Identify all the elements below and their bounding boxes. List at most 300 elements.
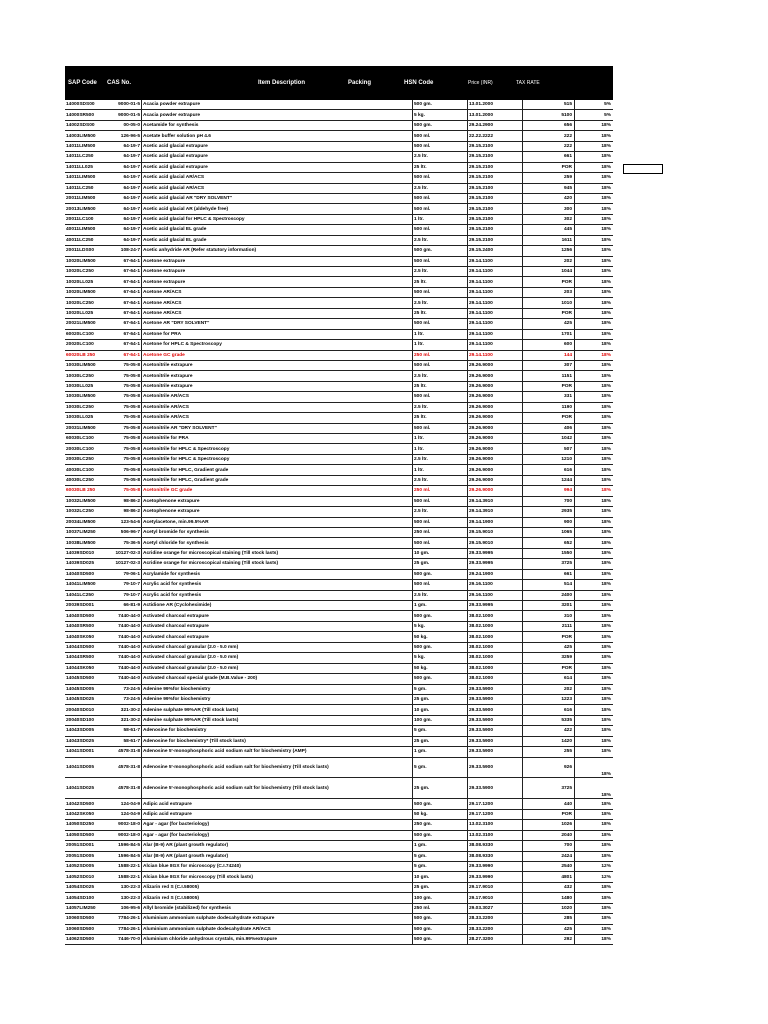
cas-number-cell: 64-19-7 <box>123 217 140 223</box>
item-description-cell: Activated charcoal granular (2.0 - 5.0 mm) <box>141 653 412 662</box>
price-cell: 1223 <box>522 695 575 704</box>
hsn-code-cell: 29.15.2100 <box>467 152 522 161</box>
cas-number-cell: 7440-44-0 <box>118 634 140 640</box>
table-row <box>65 121 613 131</box>
table-row <box>65 841 613 851</box>
tax-rate-cell: 18% <box>601 436 611 442</box>
packing-cell: 500 ml. <box>412 361 467 370</box>
sap-code-cell: 10020LC250 <box>66 300 94 306</box>
packing-cell: 25 gm. <box>412 883 467 892</box>
cas-number-cell: 321-30-2 <box>120 707 140 713</box>
hsn-code-cell: 29.14.3910 <box>467 497 522 506</box>
item-description-cell: Actidione AR (Cycloheximide) <box>141 601 412 610</box>
cas-number-cell: 10127-02-3 <box>115 551 140 557</box>
packing-cell: 25 gm. <box>412 559 467 568</box>
hsn-code-cell: 29.15.2100 <box>467 225 522 234</box>
item-description-cell: Acetone AR "DRY SOLVENT" <box>141 319 412 328</box>
item-description-cell: Acetic acid glacial AR "DRY SOLVENT" <box>141 194 412 203</box>
item-description-cell: Allyl bromide (stabilized) for synthesis <box>141 904 412 913</box>
packing-cell: 1 ltr. <box>412 215 467 224</box>
sap-code-cell: 14039SD025 <box>66 561 95 567</box>
table-row <box>65 507 613 517</box>
table-row <box>65 215 613 225</box>
table-row <box>65 810 613 820</box>
price-cell: 616 <box>522 465 575 474</box>
price-cell: 656 <box>522 121 575 130</box>
price-cell: 3725 <box>522 559 575 568</box>
table-row <box>65 601 613 611</box>
packing-cell: 1 gm. <box>412 601 467 610</box>
hsn-code-cell: 29.15.9010 <box>467 528 522 537</box>
price-cell: 1244 <box>522 476 575 485</box>
tax-rate-cell: 12% <box>601 864 611 870</box>
packing-cell: 2.5 ltr. <box>412 507 467 516</box>
sap-code-cell: 10030LC250 <box>66 373 94 379</box>
hsn-code-cell: 29.17.1200 <box>467 810 522 819</box>
cas-number-cell: 130-22-3 <box>120 895 140 901</box>
price-cell: 2540 <box>522 862 575 871</box>
table-row <box>65 549 613 559</box>
tax-rate-cell: 18% <box>601 415 611 421</box>
cas-number-cell: 67-64-1 <box>123 258 140 264</box>
price-cell: 3201 <box>522 601 575 610</box>
cas-number-cell: 98-86-2 <box>123 498 140 504</box>
packing-cell: 5 kg. <box>412 653 467 662</box>
item-description-cell: Acetophenone extrapure <box>141 497 412 506</box>
price-cell: 700 <box>522 841 575 850</box>
cas-number-cell: 75-05-8 <box>123 436 140 442</box>
price-cell: 1420 <box>522 737 575 746</box>
table-row <box>65 925 613 935</box>
tax-rate-cell: 18% <box>601 926 611 932</box>
table-row <box>65 152 613 162</box>
table-row <box>65 204 613 214</box>
price-cell: 3725 <box>522 778 575 798</box>
packing-cell: 25 ltr. <box>412 277 467 286</box>
item-description-cell: Alizarin red S (C.I.58005) <box>141 883 412 892</box>
cas-number-cell: 79-10-7 <box>123 592 140 598</box>
item-description-cell: Acetonitrile AR "DRY SOLVENT" <box>141 424 412 433</box>
price-cell: POR <box>522 309 575 318</box>
item-description-cell: Acetonitrile extrapure <box>141 382 412 391</box>
price-cell: 614 <box>522 674 575 683</box>
tax-rate-cell: 18% <box>601 404 611 410</box>
tax-rate-cell: 18% <box>601 728 611 734</box>
sap-code-cell: 20031LIM500 <box>66 425 96 431</box>
hsn-code-cell: 29.26.9000 <box>467 476 522 485</box>
table-row <box>65 862 613 872</box>
packing-cell: 500 gm. <box>412 246 467 255</box>
hsn-code-cell: 29.26.9000 <box>467 403 522 412</box>
packing-cell: 500 gm. <box>412 100 467 109</box>
tax-rate-cell: 18% <box>601 655 611 661</box>
sap-code-cell: 14011LC250 <box>66 185 94 191</box>
cas-number-cell: 75-05-8 <box>123 404 140 410</box>
tax-rate-cell: 18% <box>601 519 611 525</box>
tax-rate-cell: 18% <box>601 738 611 744</box>
sap-code-cell: 20030LC100 <box>66 446 94 452</box>
price-cell: 1550 <box>522 549 575 558</box>
item-description-cell: Adipic acid extrapure <box>141 810 412 819</box>
packing-cell: 500 ml. <box>412 424 467 433</box>
price-cell: POR <box>522 382 575 391</box>
tax-rate-cell: 18% <box>601 832 611 838</box>
packing-cell: 25 gm. <box>412 737 467 746</box>
sap-code-cell: 10020LIM500 <box>66 290 96 296</box>
item-description-cell: Acetonitrile for HPLC & Spectroscopy <box>141 455 412 464</box>
item-description-cell: Acetylacetone, min.99.5%AR <box>141 518 412 527</box>
item-description-cell: Acetophenone extrapure <box>141 507 412 516</box>
table-row <box>65 611 613 621</box>
hsn-code-cell: 29.15.2100 <box>467 142 522 151</box>
table-row <box>65 935 613 945</box>
tax-rate-cell: 18% <box>601 697 611 703</box>
cas-number-cell: 7446-70-0 <box>118 937 140 943</box>
hsn-code-cell: 29.16.1100 <box>467 580 522 589</box>
tax-rate-cell: 18% <box>601 843 611 849</box>
cas-number-cell: 123-54-6 <box>120 519 140 525</box>
hsn-code-cell: 29.14.1100 <box>467 257 522 266</box>
item-description-cell: Acetone extrapure <box>141 277 412 286</box>
tax-rate-cell: 18% <box>601 342 611 348</box>
table-row <box>65 319 613 329</box>
tax-rate-cell: 18% <box>601 540 611 546</box>
tax-rate-cell: 18% <box>601 749 611 755</box>
tax-rate-cell: 12% <box>601 874 611 880</box>
item-description-cell: Acetone GC grade <box>141 351 412 360</box>
tax-rate-cell: 18% <box>601 384 611 390</box>
price-cell: 1044 <box>522 267 575 276</box>
packing-cell: 500 gm. <box>412 831 467 840</box>
cas-number-cell: 7784-26-1 <box>118 916 140 922</box>
tax-rate-cell: 18% <box>601 310 611 316</box>
hsn-code-cell: 29.24.1900 <box>467 570 522 579</box>
packing-cell: 25 ltr. <box>412 163 467 172</box>
item-description-cell: Acetone for PRA <box>141 330 412 339</box>
packing-cell: 1 ltr. <box>412 434 467 443</box>
sap-code-cell: 10030LL025 <box>66 415 94 421</box>
tax-rate-cell: 18% <box>601 905 611 911</box>
price-cell: 425 <box>522 319 575 328</box>
price-cell: POR <box>522 277 575 286</box>
table-row <box>65 288 613 298</box>
hsn-code-cell: 29.33.5900 <box>467 716 522 725</box>
hsn-code-cell: 38.02.1000 <box>467 674 522 683</box>
packing-cell: 500 ml. <box>412 257 467 266</box>
tax-rate-cell: 18% <box>601 467 611 473</box>
sap-code-cell: 60020LB 250 <box>66 352 96 358</box>
packing-cell: 5 gm. <box>412 852 467 861</box>
cas-number-cell: 4578-31-8 <box>118 765 140 770</box>
cas-number-cell: 64-19-7 <box>123 164 140 170</box>
price-cell: POR <box>522 810 575 819</box>
sap-code-cell: 20030LC250 <box>66 457 94 463</box>
cas-number-cell: 321-30-2 <box>120 718 140 724</box>
tax-rate-cell: 18% <box>601 143 611 149</box>
cas-number-cell: 67-64-1 <box>123 352 140 358</box>
item-description-cell: Adenine sulphate 99%AR (Till stock lasts) <box>141 705 412 714</box>
sap-code-cell: 20011LC100 <box>66 217 94 223</box>
sap-code-cell: 14039SD010 <box>66 551 95 557</box>
item-description-cell: Activated charcoal granular (2.0 - 5.0 mm) <box>141 643 412 652</box>
cas-number-cell: 67-64-1 <box>123 269 140 275</box>
price-cell: 2424 <box>522 852 575 861</box>
table-header-row <box>65 66 613 100</box>
table-row <box>65 528 613 538</box>
item-description-cell: Acetonitrile AR/ACS <box>141 392 412 401</box>
cas-number-cell: 10127-02-3 <box>115 561 140 567</box>
table-row <box>65 914 613 924</box>
table-row <box>65 163 613 173</box>
sap-code-cell: 10030LIM500 <box>66 363 96 369</box>
sap-code-cell: 14011LC250 <box>66 154 94 160</box>
price-cell: 3259 <box>522 653 575 662</box>
item-description-cell: Adipic acid extrapure <box>141 799 412 808</box>
table-row <box>65 705 613 715</box>
price-cell: 1190 <box>522 403 575 412</box>
header-price: Price (INR) <box>468 80 493 86</box>
cas-number-cell: 75-05-8 <box>123 425 140 431</box>
hsn-code-cell: 29.15.2100 <box>467 215 522 224</box>
item-description-cell: Activated charcoal extrapure <box>141 611 412 620</box>
hsn-code-cell: 38.08.9330 <box>467 852 522 861</box>
cas-number-cell: 7440-44-0 <box>118 613 140 619</box>
table-row <box>65 330 613 340</box>
price-cell: 222 <box>522 131 575 140</box>
price-cell: 652 <box>522 538 575 547</box>
hsn-code-cell: 29.14.1100 <box>467 351 522 360</box>
sap-code-cell: 10032LIM500 <box>66 498 96 504</box>
tax-rate-cell: 18% <box>601 331 611 337</box>
tax-rate-cell: 18% <box>601 248 611 254</box>
table-row <box>65 131 613 141</box>
cas-number-cell: 9002-18-0 <box>118 832 140 838</box>
item-description-cell: Acetic acid glacial for HPLC & Spectroscopy <box>141 215 412 224</box>
cas-number-cell: 73-24-5 <box>123 686 140 692</box>
table-row <box>65 497 613 507</box>
sap-code-cell: 20034LIM500 <box>66 519 96 525</box>
table-row <box>65 664 613 674</box>
cas-number-cell: 9000-01-5 <box>118 112 140 118</box>
price-cell: 1042 <box>522 434 575 443</box>
price-cell: 2935 <box>522 507 575 516</box>
packing-cell: 25 ltr. <box>412 309 467 318</box>
price-cell: 600 <box>522 340 575 349</box>
header-tax-rate: TAX RATE <box>516 80 540 86</box>
table-row <box>65 695 613 705</box>
cas-number-cell: 64-19-7 <box>123 206 140 212</box>
price-cell: POR <box>522 163 575 172</box>
packing-cell: 25 ltr. <box>412 382 467 391</box>
packing-cell: 5 gm. <box>412 758 467 778</box>
sap-code-cell: 14054SD100 <box>66 895 95 901</box>
sap-code-cell: 14000SR500 <box>66 112 95 118</box>
cas-number-cell: 7440-44-0 <box>118 676 140 682</box>
tax-rate-cell: 18% <box>601 801 611 807</box>
hsn-code-cell: 29.14.1100 <box>467 330 522 339</box>
hsn-code-cell: 29.14.1900 <box>467 518 522 527</box>
sap-code-cell: 10020LIM500 <box>66 258 96 264</box>
item-description-cell: Acetic acid glacial AR (aldehyde free) <box>141 204 412 213</box>
cas-number-cell: 1588-22-1 <box>118 864 140 870</box>
item-description-cell: Acetic anhydride AR (Refer statutory information) <box>141 246 412 255</box>
hsn-code-cell: 13.01.2000 <box>467 100 522 109</box>
price-cell: 1065 <box>522 528 575 537</box>
packing-cell: 2.5 ltr. <box>412 298 467 307</box>
cas-number-cell: 75-05-8 <box>123 488 140 494</box>
cas-number-cell: 7440-44-0 <box>118 644 140 650</box>
table-row <box>65 382 613 392</box>
sap-code-cell: 14040SK050 <box>66 634 95 640</box>
cas-number-cell: 124-04-9 <box>120 801 140 807</box>
tax-rate-cell: 18% <box>601 498 611 504</box>
price-list-table <box>65 66 613 945</box>
cas-number-cell: 75-05-8 <box>123 394 140 400</box>
cas-number-cell: 75-36-5 <box>123 540 140 546</box>
price-cell: 1020 <box>522 904 575 913</box>
packing-cell: 500 gm. <box>412 643 467 652</box>
hsn-code-cell: 29.33.5900 <box>467 737 522 746</box>
item-description-cell: Adenosine for biochemistry* (Till stock lasts) <box>141 737 412 746</box>
packing-cell: 250 ml. <box>412 486 467 495</box>
tax-rate-cell: 18% <box>601 707 611 713</box>
hsn-code-cell: 29.33.5900 <box>467 695 522 704</box>
tax-rate-cell: 18% <box>601 217 611 223</box>
hsn-code-cell: 29.26.9000 <box>467 434 522 443</box>
price-cell: 432 <box>522 883 575 892</box>
sap-code-cell: 40011LIM500 <box>66 227 96 233</box>
table-row <box>65 476 613 486</box>
item-description-cell: Acetic acid glacial EL grade <box>141 236 412 245</box>
hsn-code-cell: 29.33.5900 <box>467 726 522 735</box>
price-cell: 1026 <box>522 820 575 829</box>
cas-number-cell: 75-05-8 <box>123 446 140 452</box>
item-description-cell: Adenine 99%for biochemistry <box>141 695 412 704</box>
tax-rate-cell: 18% <box>601 300 611 306</box>
tax-rate-cell: 18% <box>601 634 611 640</box>
hsn-code-cell: 29.03.3027 <box>467 904 522 913</box>
tax-rate-cell: 18% <box>601 592 611 598</box>
sap-code-cell: 14044SD500 <box>66 644 95 650</box>
item-description-cell: Acetic acid glacial extrapure <box>141 163 412 172</box>
hsn-code-cell: 38.02.1000 <box>467 611 522 620</box>
tax-rate-cell: 18% <box>601 676 611 682</box>
sap-code-cell: 14040SR500 <box>66 624 95 630</box>
sap-code-cell: 20040SD100 <box>66 718 95 724</box>
table-row <box>65 100 613 110</box>
price-cell: 425 <box>522 925 575 934</box>
price-cell: 945 <box>522 184 575 193</box>
hsn-code-cell: 29.26.9000 <box>467 361 522 370</box>
hsn-code-cell: 29.14.1100 <box>467 288 522 297</box>
packing-cell: 2.5 ltr. <box>412 403 467 412</box>
cas-number-cell: 126-96-5 <box>120 133 140 139</box>
hsn-code-cell: 38.02.1000 <box>467 653 522 662</box>
packing-cell: 50 kg. <box>412 810 467 819</box>
sap-code-cell: 14042SK050 <box>66 812 95 817</box>
table-row <box>65 726 613 736</box>
hsn-code-cell: 13.02.3100 <box>467 820 522 829</box>
sap-code-cell: 14044SR500 <box>66 655 95 661</box>
item-description-cell: Acetic acid glacial EL grade <box>141 225 412 234</box>
hsn-code-cell: 29.26.9000 <box>467 486 522 495</box>
sap-code-cell: 20039SD001 <box>66 603 95 609</box>
packing-cell: 500 ml. <box>412 204 467 213</box>
sap-code-cell: 10020LC250 <box>66 269 94 275</box>
hsn-code-cell: 29.14.3910 <box>467 507 522 516</box>
hsn-code-cell: 29.15.2100 <box>467 173 522 182</box>
tax-rate-cell: 18% <box>601 812 611 817</box>
tax-rate-cell: 18% <box>601 582 611 588</box>
sap-code-cell: 10038LIM500 <box>66 540 96 546</box>
sap-code-cell: 10037LIM250 <box>66 530 96 536</box>
price-cell: 406 <box>522 424 575 433</box>
tax-rate-cell: 18% <box>601 164 611 170</box>
cas-number-cell: 7784-26-1 <box>118 926 140 932</box>
cas-number-cell: 98-86-2 <box>123 509 140 515</box>
cas-number-cell: 1596-84-5 <box>118 853 140 859</box>
item-description-cell: Acetonitrile AR/ACS <box>141 413 412 422</box>
item-description-cell: Alar (B-9) AR (plant growth regulator) <box>141 852 412 861</box>
item-description-cell: Agar - agar (for bacteriology) <box>141 831 412 840</box>
packing-cell: 500 ml. <box>412 319 467 328</box>
cas-number-cell: 64-19-7 <box>123 175 140 181</box>
tax-rate-cell: 18% <box>601 895 611 901</box>
item-description-cell: Acetate buffer solution pH 4.6 <box>141 131 412 140</box>
item-description-cell: Acetonitrile GC grade <box>141 486 412 495</box>
item-description-cell: Acetonitrile for HPLC, Gradient grade <box>141 476 412 485</box>
price-cell: POR <box>522 664 575 673</box>
tax-rate-cell: 18% <box>601 937 611 943</box>
table-row <box>65 277 613 287</box>
sap-code-cell: 14041LIM500 <box>66 582 96 588</box>
packing-cell: 500 gm. <box>412 570 467 579</box>
table-row <box>65 298 613 308</box>
price-cell: 1701 <box>522 330 575 339</box>
table-row <box>65 225 613 235</box>
item-description-cell: Acetone for HPLC & Spectroscopy <box>141 340 412 349</box>
sap-code-cell: 10020LL025 <box>66 279 94 285</box>
hsn-code-cell: 29.33.9995 <box>467 601 522 610</box>
hsn-code-cell: 28.33.2200 <box>467 914 522 923</box>
header-hsn-code: HSN Code <box>404 80 434 86</box>
sap-code-cell: 14054SD025 <box>66 885 95 891</box>
hsn-code-cell: 29.15.9010 <box>467 538 522 547</box>
item-description-cell: Adenosine 5'-monophosphoric acid sodium salt for biochemistry (Till stock lasts) <box>141 778 412 798</box>
hsn-code-cell: 29.14.1100 <box>467 340 522 349</box>
sap-code-cell: 14043SD005 <box>66 728 95 734</box>
packing-cell: 500 ml. <box>412 194 467 203</box>
price-cell: 203 <box>522 288 575 297</box>
hsn-code-cell: 29.26.9000 <box>467 382 522 391</box>
hsn-code-cell: 29.33.5900 <box>467 685 522 694</box>
cas-number-cell: 67-64-1 <box>123 342 140 348</box>
table-row <box>65 392 613 402</box>
cas-number-cell: 58-61-7 <box>123 728 140 734</box>
packing-cell: 500 ml. <box>412 142 467 151</box>
price-cell: 616 <box>522 705 575 714</box>
table-row <box>65 820 613 830</box>
price-cell: POR <box>522 413 575 422</box>
table-row <box>65 351 613 361</box>
packing-cell: 500 ml. <box>412 392 467 401</box>
tax-rate-cell: 18% <box>601 822 611 828</box>
item-description-cell: Acetonitrile for HPLC, Gradient grade <box>141 465 412 474</box>
cas-number-cell: 64-19-7 <box>123 196 140 202</box>
item-description-cell: Aluminium ammonium sulphate dodecahydrate extrapure <box>141 914 412 923</box>
table-row <box>65 591 613 601</box>
hsn-code-cell: 29.15.2100 <box>467 163 522 172</box>
